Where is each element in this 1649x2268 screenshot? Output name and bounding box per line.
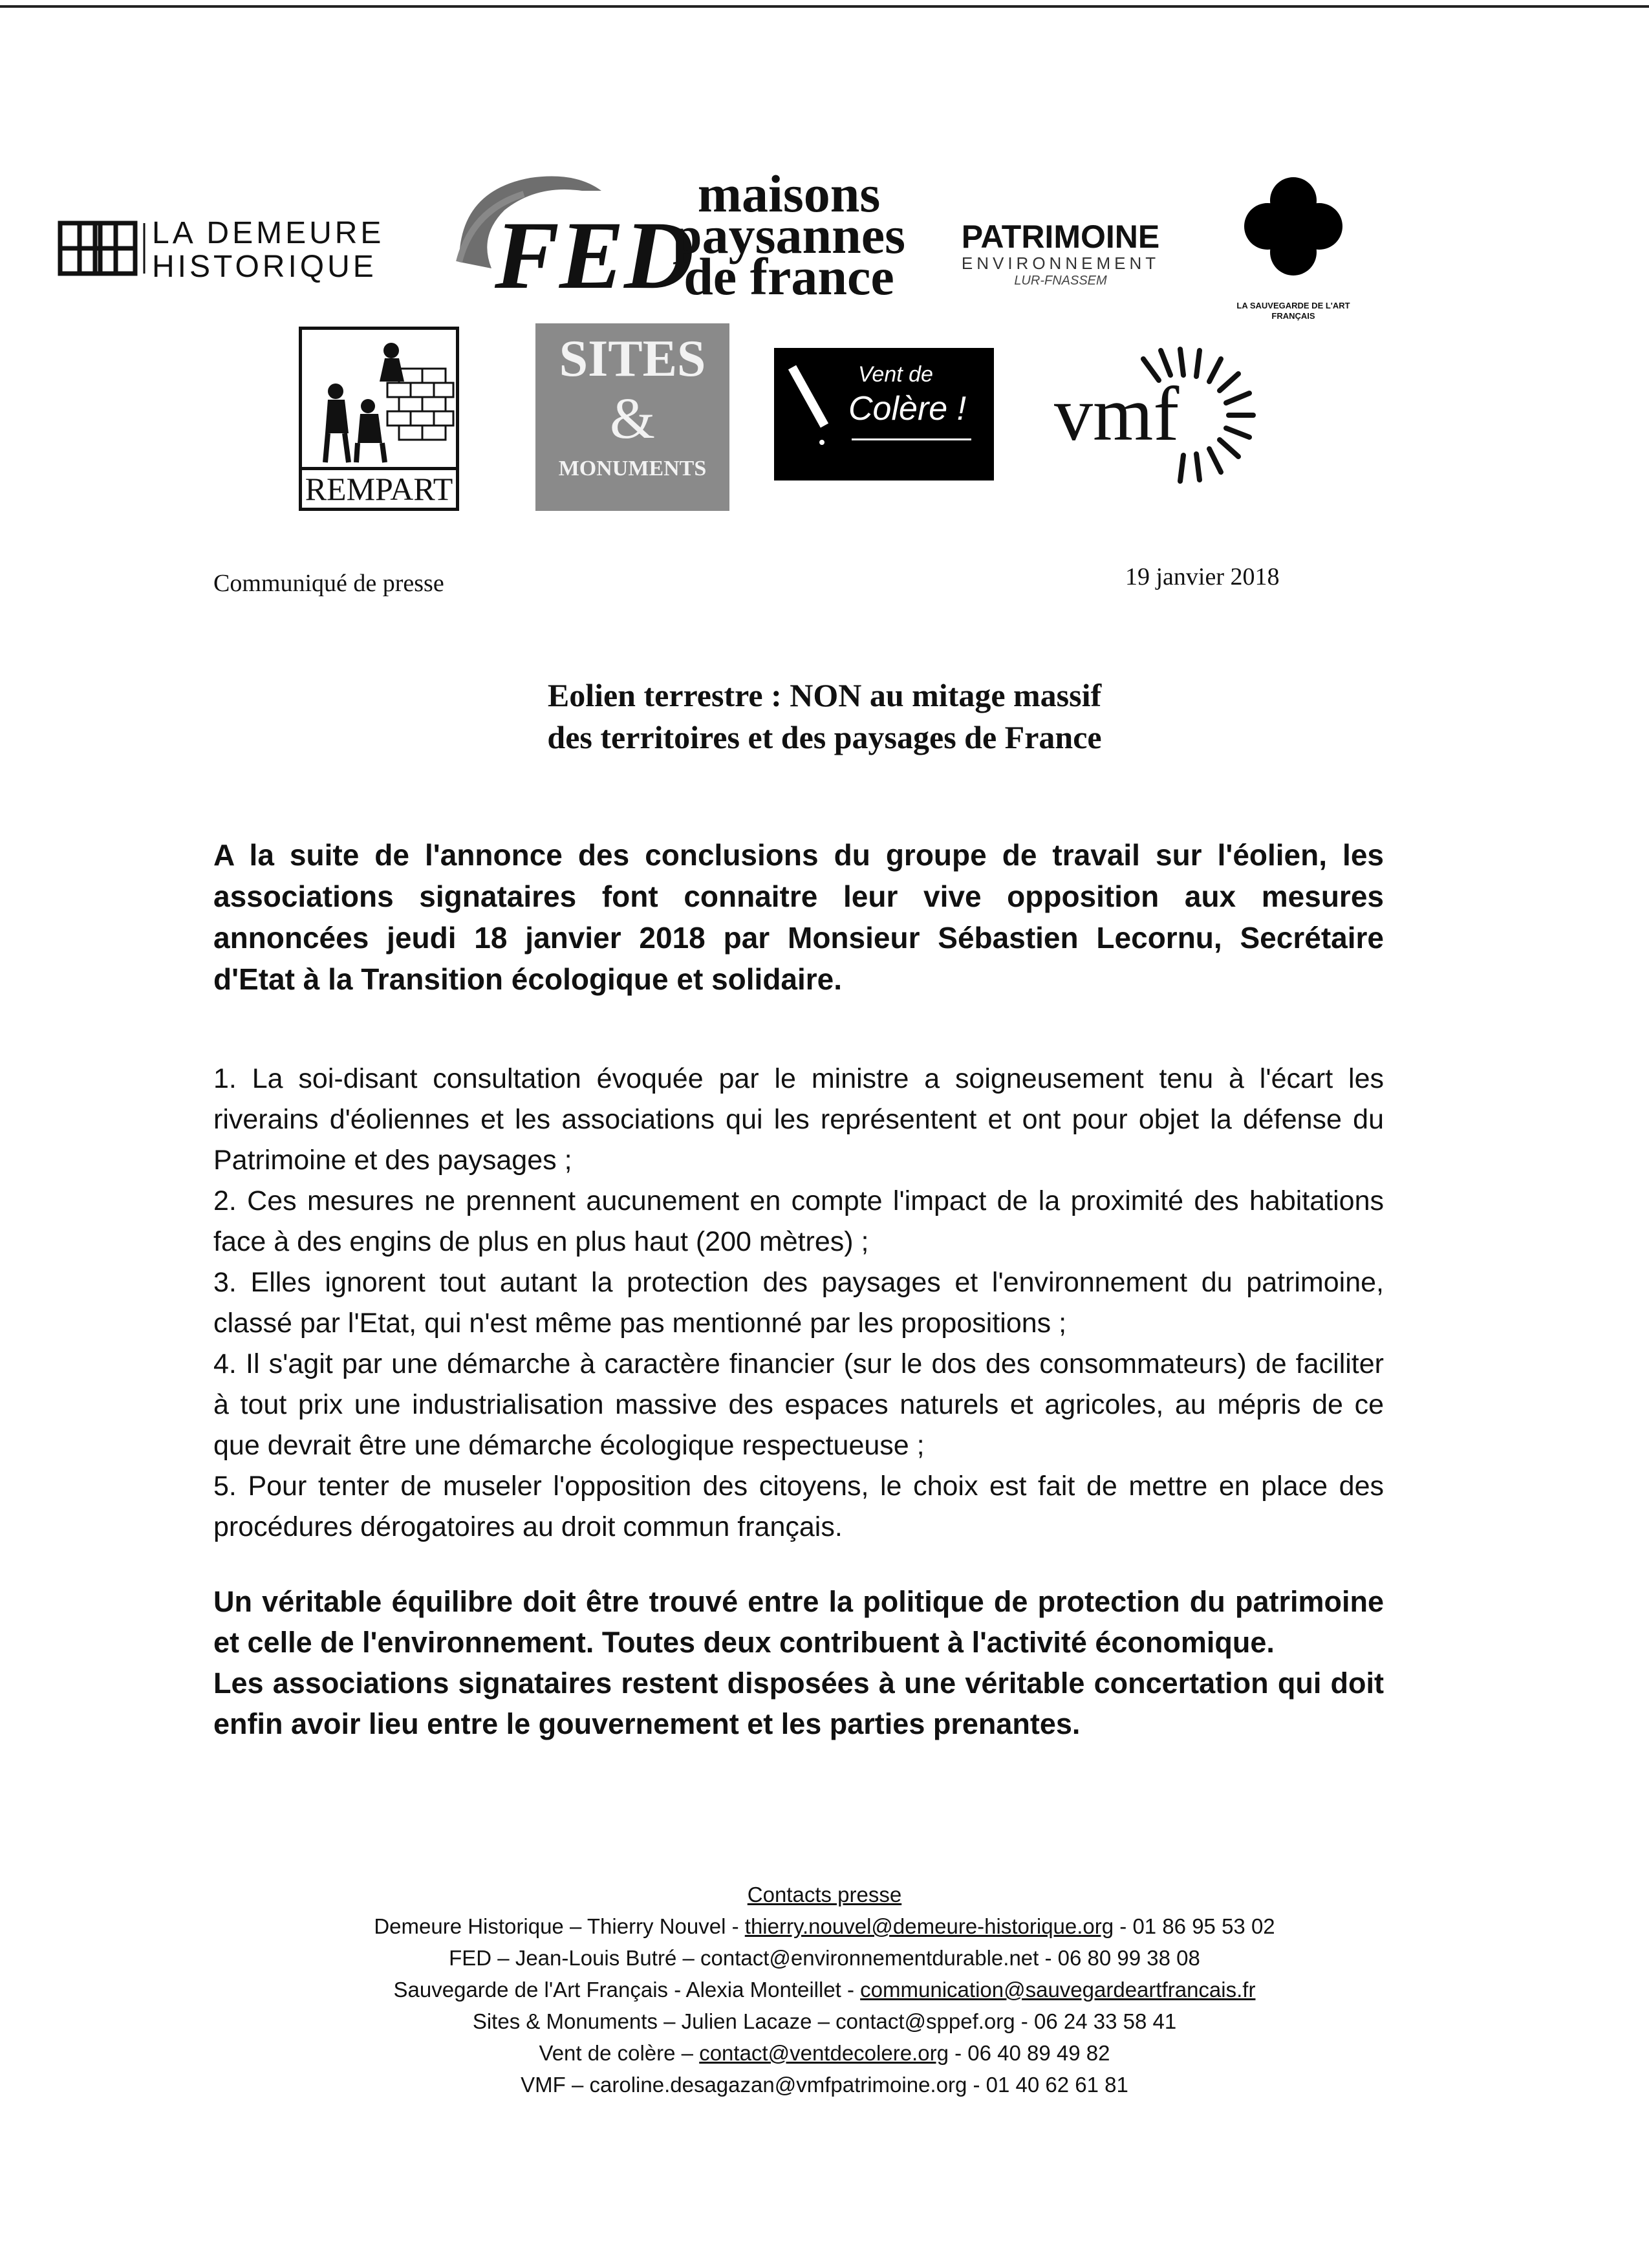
sites-line2: & bbox=[609, 387, 655, 451]
closing-paragraph-2: Les associations signataires restent disposées à une véritable concertation qui doit enfin avoir lieu entre le gouvernement et les parties prenantes. bbox=[213, 1667, 1384, 1740]
maisons-line2: paysannes bbox=[672, 206, 906, 265]
vmf-logo-text: vmf bbox=[1054, 371, 1180, 457]
logo-demeure-historique bbox=[55, 213, 404, 285]
contact-line bbox=[0, 1942, 1649, 1974]
contact-line bbox=[0, 1910, 1649, 1942]
sauvegarde-line2: FRANÇAIS bbox=[1271, 311, 1315, 321]
title-line2: des territoires et des paysages de France bbox=[547, 719, 1102, 755]
contact-who: Sauvegarde de l'Art Français - Alexia Monteillet - bbox=[393, 1978, 861, 2002]
document-type: Communiqué de presse bbox=[213, 570, 444, 597]
point-item: 4. Il s'agit par une démarche à caractère financier (sur le dos des consommateurs) de faciliter à tout prix une industrialisation massive des espaces naturels et agricoles, au mépris de ce que devrait être une démarche écologique respectueuse ; bbox=[213, 1348, 1384, 1461]
sites-line1: SITES bbox=[559, 330, 706, 387]
contact-email-link[interactable]: contact@environnementdurable.net bbox=[700, 1946, 1039, 1970]
rempart-label: REMPART bbox=[302, 467, 456, 508]
contact-phone: - 01 40 62 61 81 bbox=[967, 2073, 1128, 2097]
wind-slash-icon bbox=[786, 361, 837, 438]
vent-dot bbox=[819, 440, 824, 445]
sauvegarde-line1: LA SAUVEGARDE DE L'ART bbox=[1236, 301, 1350, 310]
closing-section bbox=[213, 1581, 1384, 1744]
patrimoine-line3: LUR-FNASSEM bbox=[1014, 274, 1107, 288]
contact-who: VMF – bbox=[521, 2073, 590, 2097]
contact-line bbox=[0, 1974, 1649, 2005]
patrimoine-line1: PATRIMOINE bbox=[961, 219, 1160, 255]
point-item: 2. Ces mesures ne prennent aucunement en compte l'impact de la proximité des habitations face à des engins de plus en plus haut (200 mètres) ; bbox=[213, 1185, 1384, 1257]
contact-phone: - 06 80 99 38 08 bbox=[1039, 1946, 1200, 1970]
demeure-line2: HISTORIQUE bbox=[152, 250, 377, 284]
vent-rule bbox=[852, 438, 971, 440]
press-contacts bbox=[0, 1879, 1649, 2101]
logo-patrimoine-environnement bbox=[951, 220, 1170, 288]
logo-sauvegarde-art-francais bbox=[1203, 171, 1384, 321]
quatrefoil-icon bbox=[1238, 171, 1348, 281]
contact-email-link[interactable]: caroline.desagazan@vmfpatrimoine.org bbox=[589, 2073, 967, 2097]
fed-logo-text: FED bbox=[495, 202, 695, 309]
title-line1: Eolien terrestre : NON au mitage massif bbox=[547, 677, 1102, 713]
contact-email-link[interactable]: contact@ventdecolere.org bbox=[699, 2041, 949, 2065]
logo-maisons-paysannes bbox=[653, 164, 925, 306]
contact-line bbox=[0, 2005, 1649, 2037]
point-item: 5. Pour tenter de museler l'opposition des citoyens, le choix est fait de mettre en place des procédures dérogatoires au droit commun français. bbox=[213, 1471, 1384, 1542]
maisons-line3: de france bbox=[684, 247, 894, 306]
sites-line3: MONUMENTS bbox=[558, 457, 707, 481]
contact-phone: - 01 86 95 53 02 bbox=[1114, 1914, 1275, 1938]
demeure-monogram-icon bbox=[55, 213, 152, 285]
contact-phone: - 06 24 33 58 41 bbox=[1015, 2009, 1177, 2033]
rempart-builders-illustration bbox=[302, 330, 456, 469]
contact-line bbox=[0, 2069, 1649, 2101]
contact-who: FED – Jean-Louis Butré – bbox=[449, 1946, 700, 1970]
logo-vmf bbox=[1048, 336, 1261, 498]
contact-phone: - 06 40 89 49 82 bbox=[948, 2041, 1110, 2065]
point-item: 3. Elles ignorent tout autant la protection des paysages et l'environnement du patrimoine, classé par l'Etat, qui n'est même pas mentionné par les propositions ; bbox=[213, 1267, 1384, 1339]
demeure-line1: LA DEMEURE bbox=[152, 216, 385, 250]
contacts-heading: Contacts presse bbox=[747, 1883, 902, 1906]
vent-line2: Colère ! bbox=[848, 390, 967, 427]
point-item: 1. La soi-disant consultation évoquée par le ministre a soigneusement tenu à l'écart les riverains d'éoliennes et les associations qui les représentent et ont pour objet la défense du Patrimoine et des paysages ; bbox=[213, 1063, 1384, 1176]
contact-who: Demeure Historique – Thierry Nouvel - bbox=[374, 1914, 745, 1938]
points-list bbox=[213, 1059, 1384, 1548]
contact-line bbox=[0, 2037, 1649, 2069]
logo-vent-de-colere bbox=[774, 348, 994, 481]
intro-paragraph: A la suite de l'annonce des conclusions du groupe de travail sur l'éolien, les associations signataires font connaitre leur vive opposition aux mesures annoncées jeudi 18 janvier 2018 par Monsieur Sébastien Lecornu, Secrétaire d'Etat à la Transition écologique et solidaire. bbox=[213, 838, 1384, 996]
logo-sites-monuments bbox=[535, 323, 729, 511]
contact-email-link[interactable]: thierry.nouvel@demeure-historique.org bbox=[744, 1914, 1114, 1938]
contact-who: Sites & Monuments – Julien Lacaze – bbox=[472, 2009, 836, 2033]
scan-edge-line bbox=[0, 5, 1649, 8]
contact-email-link[interactable]: contact@sppef.org bbox=[835, 2009, 1015, 2033]
maisons-line1: maisons bbox=[697, 164, 881, 223]
closing-paragraph-1: Un véritable équilibre doit être trouvé entre la politique de protection du patrimoine et celle de l'environnement. Toutes deux contribuent à l'activité économique. bbox=[213, 1585, 1384, 1659]
logo-rempart bbox=[299, 327, 459, 511]
logo-fed bbox=[433, 165, 695, 314]
document-date: 19 janvier 2018 bbox=[1125, 563, 1280, 590]
vent-line1: Vent de bbox=[858, 362, 933, 387]
contact-email-link[interactable]: communication@sauvegardeartfrancais.fr bbox=[860, 1978, 1256, 2002]
vmf-sunburst-icon bbox=[1048, 336, 1261, 498]
contact-who: Vent de colère – bbox=[539, 2041, 700, 2065]
patrimoine-line2: ENVIRONNEMENT bbox=[961, 254, 1160, 273]
